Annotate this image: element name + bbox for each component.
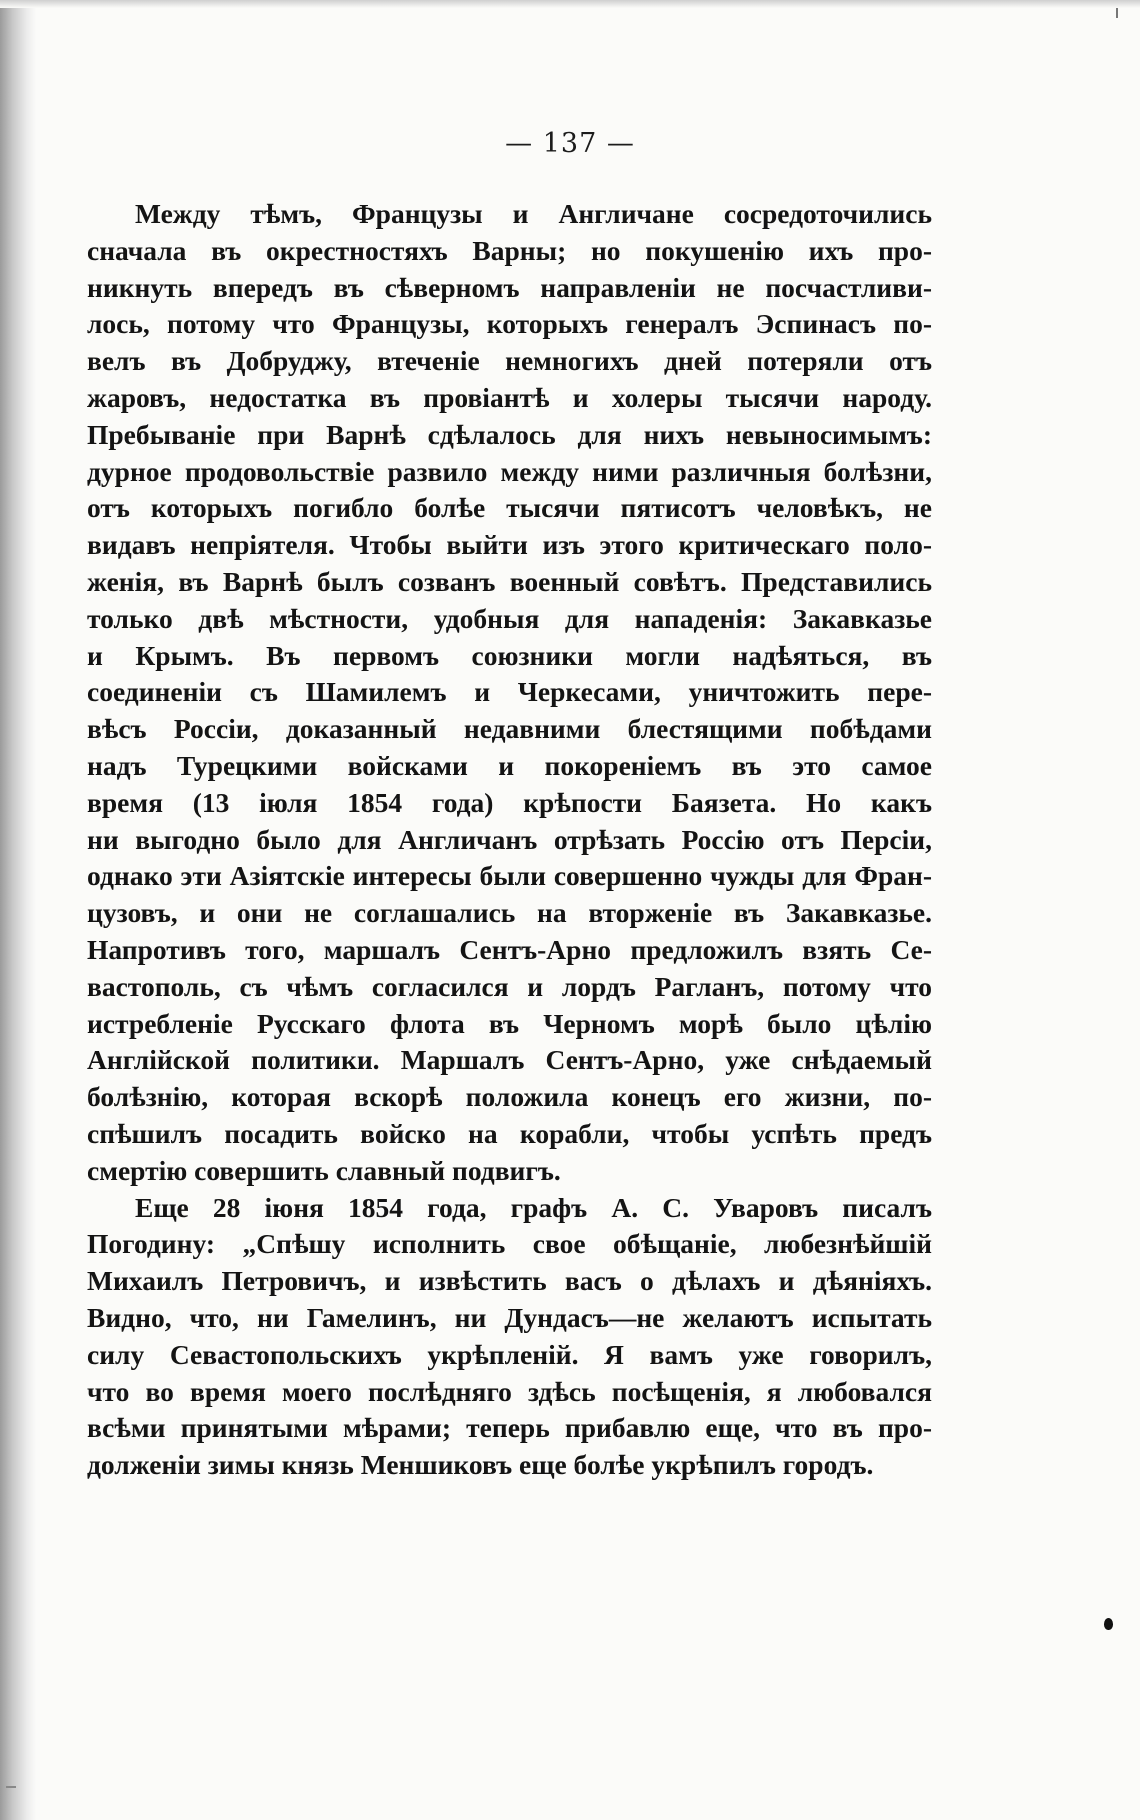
text-line: надъ Турецкими войсками и покореніемъ въ это самое <box>87 749 932 781</box>
text-line: жаровъ, недостатка въ провіантѣ и холеры тысячи народу. <box>87 381 932 413</box>
text-line: истребленіе Русскаго флота въ Черномъ морѣ было цѣлію <box>87 1007 932 1039</box>
text-line: видавъ непріятеля. Чтобы выйти изъ этого критическаго поло- <box>87 529 932 561</box>
text-line: Видно, что, ни Гамелинъ, ни Дундасъ—не желаютъ испытать <box>87 1301 932 1333</box>
text-line: что во время моего послѣдняго здѣсь посѣщенія, я любовался <box>87 1375 932 1407</box>
text-line: никнуть впередъ въ сѣверномъ направленіи не посчастливи- <box>87 271 932 303</box>
text-line: спѣшилъ посадить войско на корабли, чтобы успѣть предъ <box>87 1117 932 1149</box>
text-line: дурное продовольствіе развило между ними различныя болѣзни, <box>87 455 932 487</box>
text-line: Михаилъ Петровичъ, и извѣстить васъ о дѣлахъ и дѣяніяхъ. <box>87 1265 932 1297</box>
text-line: всѣми принятыми мѣрами; теперь прибавлю еще, что въ про- <box>87 1412 932 1444</box>
text-line: время (13 іюля 1854 года) крѣпости Баязета. Но какъ <box>87 786 932 818</box>
text-line: вѣсъ Россіи, доказанный недавними блестящими побѣдами <box>87 713 932 745</box>
text-line: цузовъ, и они не соглашались на вторженіе въ Закавказье. <box>87 897 932 929</box>
text-line: соединеніи съ Шамилемъ и Черкесами, уничтожить пере- <box>87 676 932 708</box>
text-line: силу Севастопольскихъ укрѣпленій. Я вамъ уже говорилъ, <box>87 1338 932 1370</box>
text-line: ни выгодно было для Англичанъ отрѣзать Россію отъ Персіи, <box>87 823 932 855</box>
scan-speck <box>1116 8 1118 18</box>
scan-mark <box>6 1786 16 1788</box>
text-line: долженіи зимы князь Меншиковъ еще болѣе укрѣпилъ городъ. <box>87 1449 874 1481</box>
text-line: только двѣ мѣстности, удобныя для нападенія: Закавказье <box>87 602 932 634</box>
scan-shadow-edge <box>0 0 36 1820</box>
body-text <box>87 196 932 1484</box>
text-line: Между тѣмъ, Французы и Англичане сосредоточились <box>135 198 932 229</box>
text-line: женія, въ Варнѣ былъ созванъ военный совѣтъ. Представились <box>87 565 932 597</box>
text-line: велъ въ Добруджу, втеченіе немногихъ дней потеряли отъ <box>87 345 932 377</box>
text-line: лось, потому что Французы, которыхъ генералъ Эспинасъ по- <box>87 308 932 340</box>
text-line: Погодину: „Спѣшу исполнить свое обѣщаніе, любезнѣйшій <box>87 1228 932 1260</box>
text-line: болѣзнію, которая вскорѣ положила конецъ его жизни, по- <box>87 1081 932 1113</box>
text-line: и Крымъ. Въ первомъ союзники могли надѣяться, въ <box>87 639 932 671</box>
text-line: отъ которыхъ погибло болѣе тысячи пятисотъ человѣкъ, не <box>87 492 932 524</box>
text-line: сначала въ окрестностяхъ Варны; но покушенію ихъ про- <box>87 234 932 266</box>
paragraph-1 <box>87 196 932 1190</box>
text-line: смертію совершить славный подвигъ. <box>87 1154 561 1186</box>
text-line: Англійской политики. Маршалъ Сентъ-Арно, уже снѣдаемый <box>87 1044 932 1076</box>
paragraph-2 <box>87 1190 932 1484</box>
text-line: Еще 28 іюня 1854 года, графъ А. С. Уваровъ писалъ <box>135 1191 932 1223</box>
text-line: Пребываніе при Варнѣ сдѣлалось для нихъ невыносимымъ: <box>87 418 932 450</box>
text-line: Напротивъ того, маршалъ Сентъ-Арно предложилъ взять Се- <box>87 933 932 965</box>
ink-speck <box>1104 1618 1113 1630</box>
page-number: — 137 — <box>505 128 635 159</box>
text-line: вастополь, съ чѣмъ согласился и лордъ Рагланъ, потому что <box>87 970 932 1002</box>
text-line: однако эти Азіятскіе интересы были совершенно чужды для Фран- <box>87 860 932 892</box>
scan-top-edge <box>0 0 1140 8</box>
